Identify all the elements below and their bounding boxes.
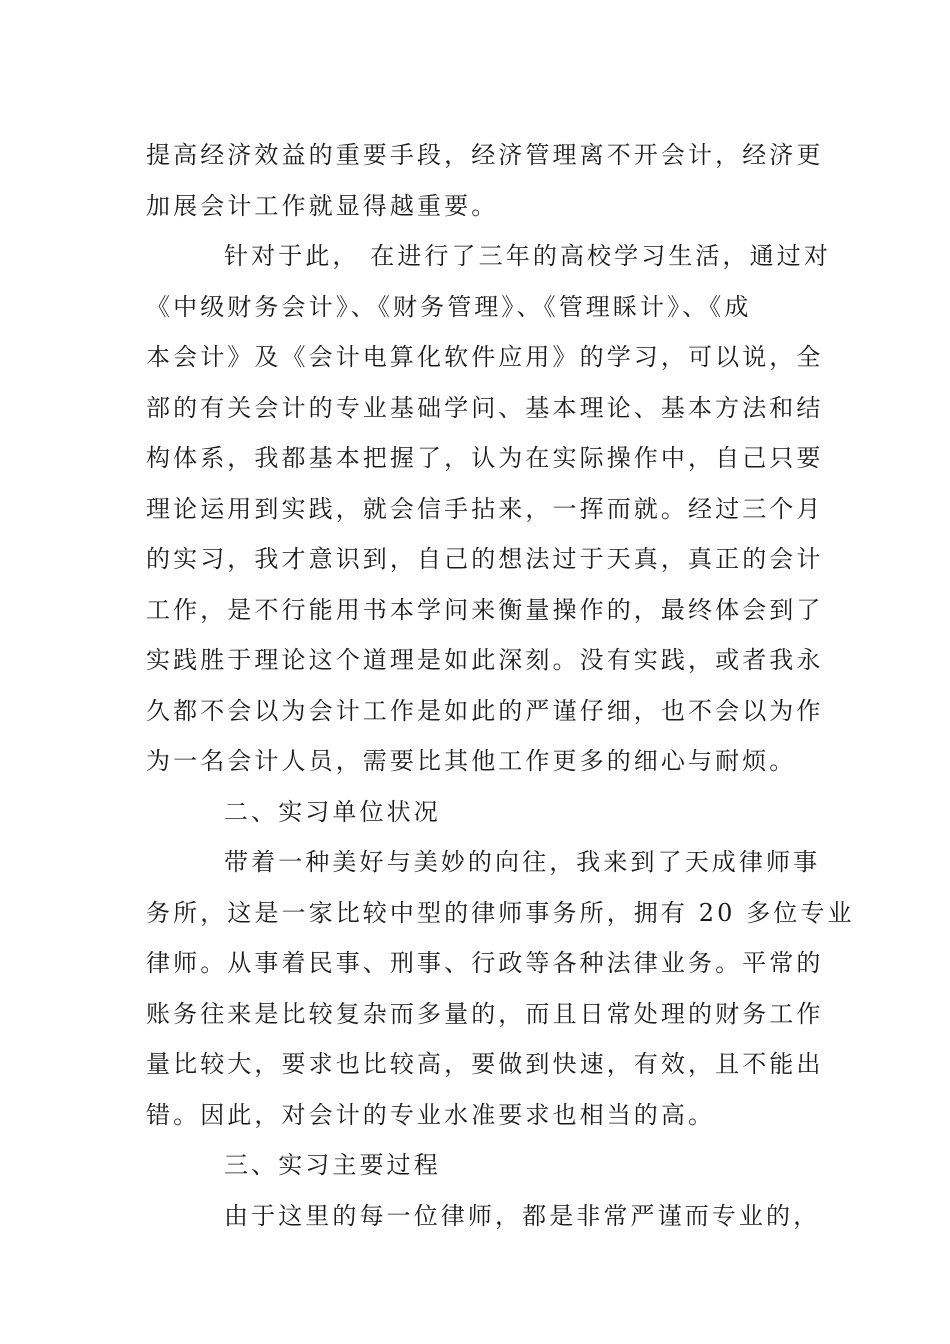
text-line: 的实习，我才意识到，自己的想法过于天真，真正的会计 <box>146 545 824 573</box>
text-line: 《中级财务会计》、《财务管理》、《管理睬计》、《成 <box>146 292 752 321</box>
document-body <box>146 130 855 1241</box>
text-line: 务所，这是一家比较中型的律师事务所，拥有 20 多位专业 <box>146 898 855 927</box>
text-line: 带着一种美好与美妙的向往，我来到了天成律师事 <box>224 848 821 876</box>
text-line: 工作，是不行能用书本学问来衡量操作的，最终体会到了 <box>146 595 824 624</box>
text-line: 为一名会计人员，需要比其他工作更多的细心与耐烦。 <box>146 747 797 775</box>
text-line: 量比较大，要求也比较高，要做到快速，有效，且不能出 <box>146 1050 824 1078</box>
text-line: 提高经济效益的重要手段，经济管理离不开会计，经济更 <box>146 141 824 169</box>
text-line: 错。因此，对会计的专业水准要求也相当的高。 <box>146 1100 716 1129</box>
text-line: 律师。从事着民事、刑事、行政等各种法律业务。平常的 <box>146 949 824 977</box>
text-line: 构体系，我都基本把握了，认为在实际操作中，自己只要 <box>146 444 824 472</box>
text-line: 账务往来是比较复杂而多量的，而且日常处理的财务工作 <box>146 999 824 1028</box>
text-line: 实践胜于理论这个道理是如此深刻。没有实践，或者我永 <box>146 646 824 674</box>
section-heading: 二、实习单位状况 <box>224 797 441 826</box>
text-line: 本会计》及《会计电算化软件应用》的学习，可以说，全 <box>146 343 824 371</box>
section-heading: 三、实习主要过程 <box>224 1151 441 1179</box>
text-line: 加展会计工作就显得越重要。 <box>146 191 499 220</box>
text-line: 久都不会以为会计工作是如此的严谨仔细，也不会以为作 <box>146 696 824 725</box>
text-line: 部的有关会计的专业基础学问、基本理论、基本方法和结 <box>146 393 824 422</box>
text-line: 理论运用到实践，就会信手拈来，一挥而就。经过三个月 <box>146 494 824 523</box>
text-line: 针对于此， 在进行了三年的高校学习生活，通过对 <box>224 242 831 270</box>
text-line: 由于这里的每一位律师，都是非常严谨而专业的， <box>224 1201 821 1230</box>
